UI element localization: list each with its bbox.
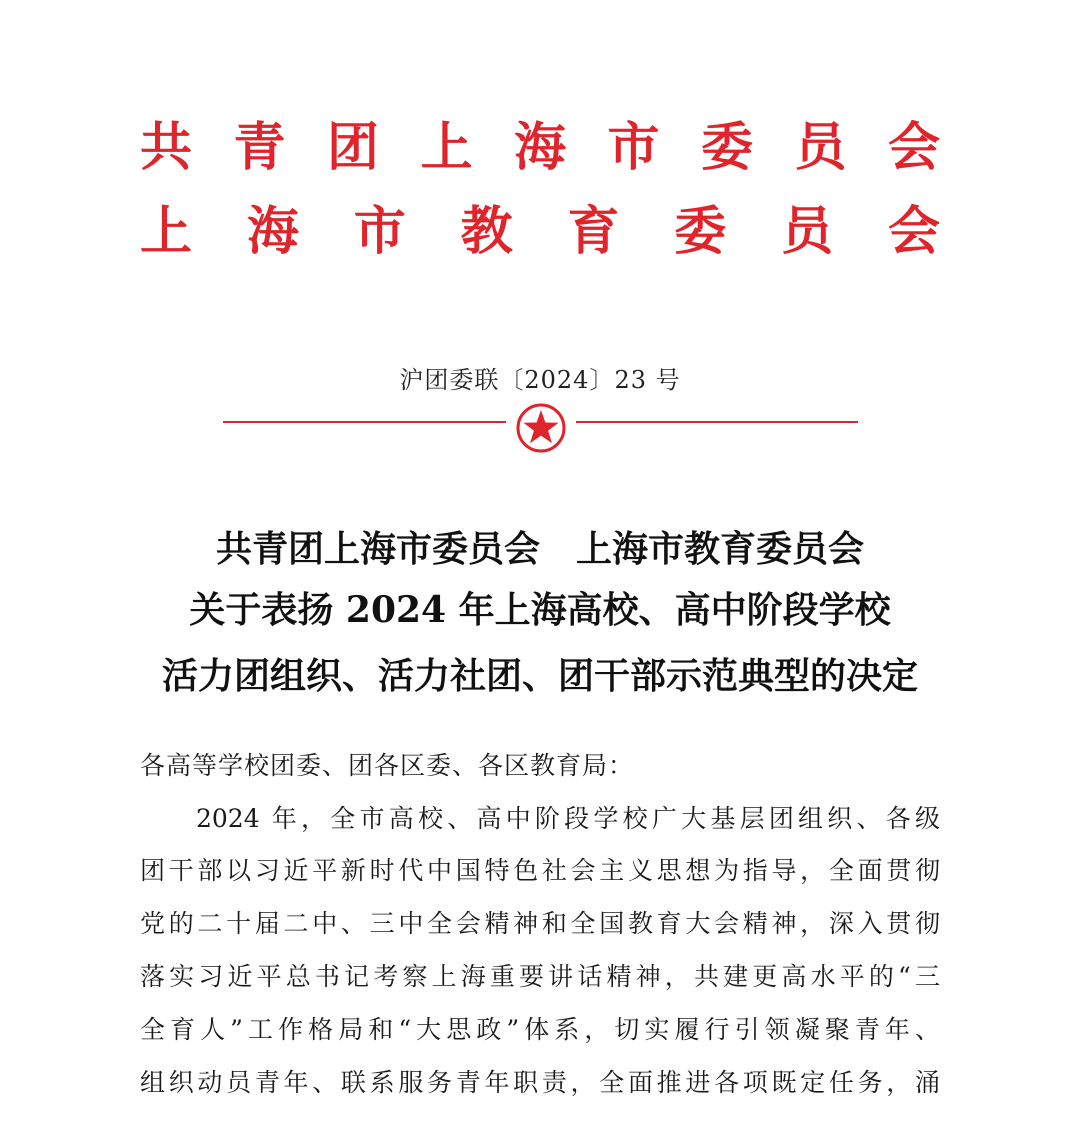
paragraph-line: 2024 年，全市高校、高中阶段学校广大基层团组织、各级 [196, 804, 940, 833]
issuing-org-line-2: 上海市教育委员会 [140, 202, 940, 262]
red-divider-left [223, 421, 506, 423]
paragraph-line: 党的二十届二中、三中全会精神和全国教育大会精神，深入贯彻 [140, 909, 940, 938]
red-star-circle-icon [515, 402, 567, 454]
paragraph-line: 落实习近平总书记考察上海重要讲话精神，共建更高水平的“三 [140, 962, 940, 991]
paragraph-line: 全育人”工作格局和“大思政”体系，切实履行引领凝聚青年、 [140, 1015, 940, 1044]
red-divider-right [576, 421, 858, 423]
paragraph-line: 团干部以习近平新时代中国特色社会主义思想为指导，全面贯彻 [140, 856, 940, 885]
salutation: 各高等学校团委、团各区委、各区教育局： [140, 751, 635, 780]
paragraph-line: 组织动员青年、联系服务青年职责，全面推进各项既定任务，涌 [140, 1068, 940, 1097]
issuing-org-line-1: 共青团上海市委员会 [140, 118, 940, 178]
document-number: 沪团委联〔2024〕23 号 [399, 366, 681, 394]
document-title-line-3: 活力团组织、活力社团、团干部示范典型的决定 [161, 655, 918, 697]
document-title-line-2: 关于表扬 2024 年上海高校、高中阶段学校 [189, 589, 891, 631]
document-title-line-1: 共青团上海市委员会 上海市教育委员会 [215, 528, 864, 570]
